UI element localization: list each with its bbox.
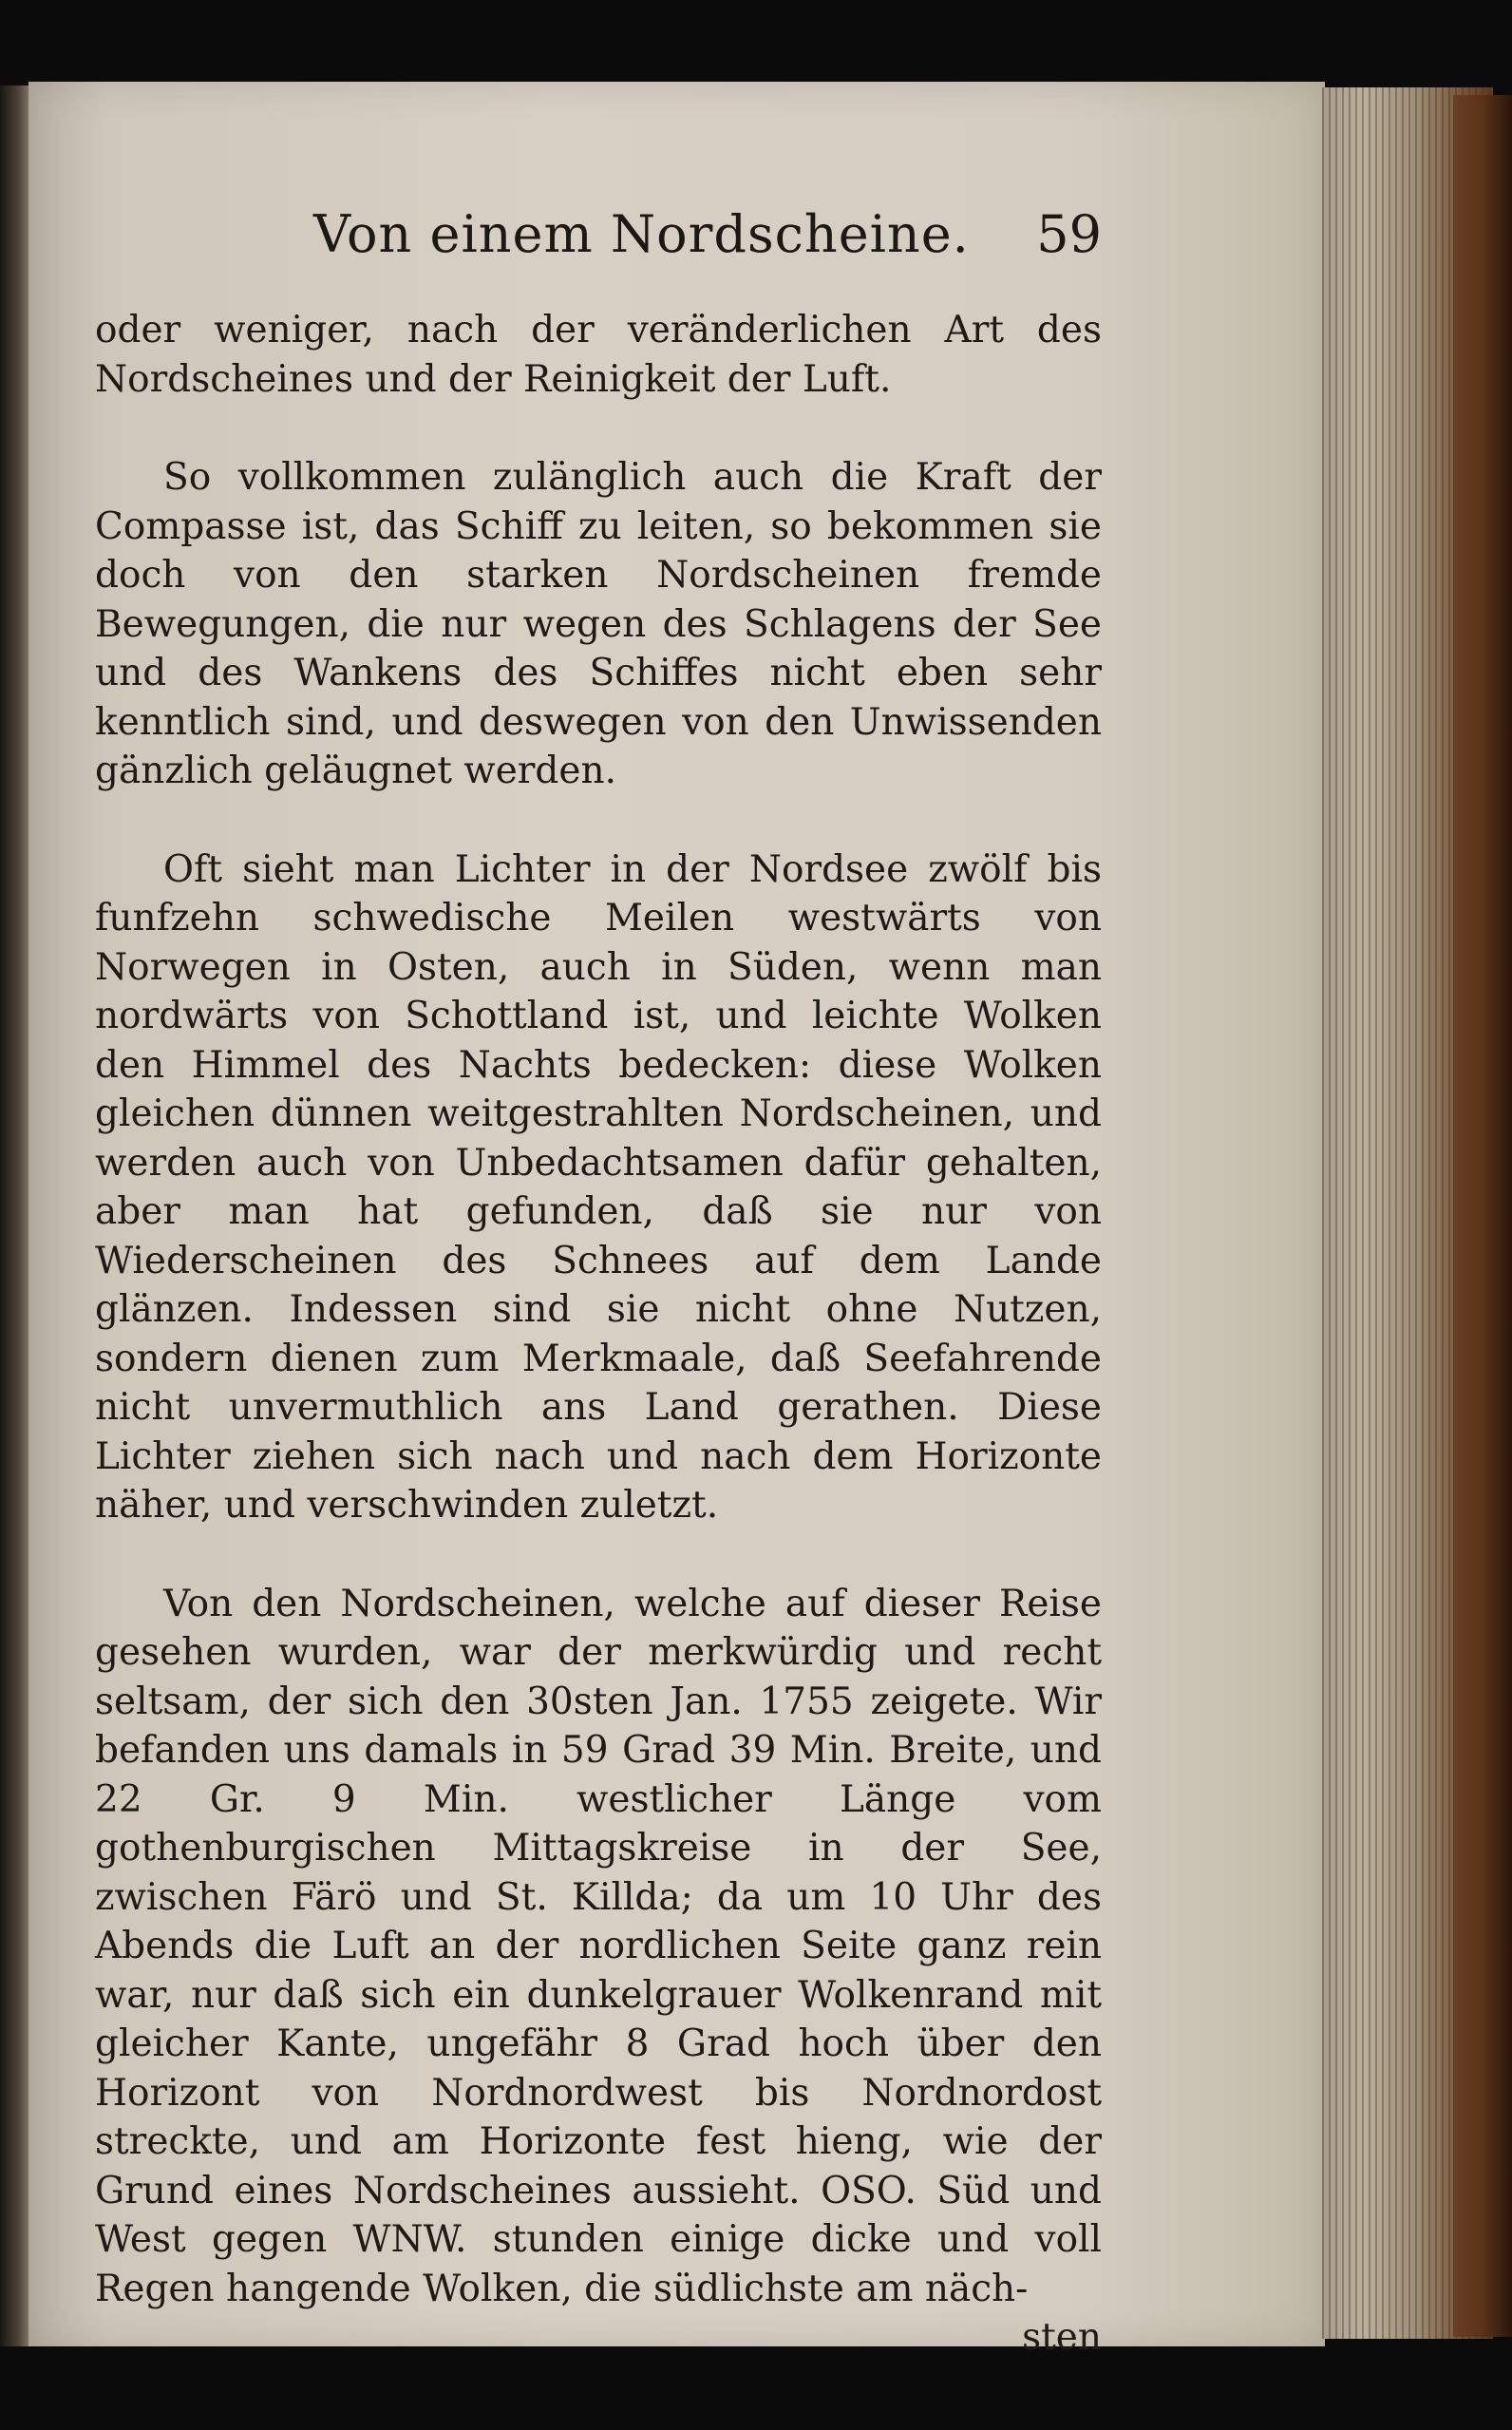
paragraph: Von den Nordscheinen, welche auf dieser Reise gesehen wurden, war der merkwürdig und recht seltsam, der sich den 30sten Jan. 1755 zeigete. Wir befanden uns damals in 59 Grad 39 Min. Breite, und 22 Gr. 9 Min. westlicher Länge vom gothenburgischen Mittagskreise in der See, zwischen Färö und St. Killda; da um 10 Uhr des Abends die Luft an der nordlichen Seite ganz rein war, nur daß sich ein dunkelgrauer Wolkenrand mit gleicher Kante, ungefähr 8 Grad hoch über den Horizont von Nordnordwest bis Nordnordost streckte, und am Horizonte fest hieng, wie der Grund eines Nordscheines aussieht. OSO. Süd und West gegen WNW. stunden einige dicke und voll Regen hangende Wolken, die südlichste am näch- [95,1582,1102,2310]
paragraph: Oft sieht man Lichter in der Nordsee zwölf bis funfzehn schwedische Meilen westwärts von Norwegen in Osten, auch in Süden, wenn man nordwärts von Schottland ist, und leichte Wolken den Himmel des Nachts bedecken: diese Wolken gleichen dünnen weitgestrahlten Nordscheinen, und werden auch von Unbedachtsamen dafür gehalten, aber man hat gefunden, daß sie nur von Wiederscheinen des Schnees auf dem Lande glänzen. Indessen sind sie nicht ohne Nutzen, sondern dienen zum Merkmaale, daß Seefahrende nicht unvermuthlich ans Land gerathen. Diese Lichter ziehen sich nach und nach dem Horizonte näher, und verschwinden zuletzt. [95,847,1102,1527]
paragraph-continued: oder weniger, nach der veränderlichen Art des Nordscheines und der Reinigkeit der Luft. [95,309,1102,401]
left-binding [0,85,32,2346]
running-head: Von einem Nordscheine. [313,204,970,264]
page-header [313,204,1102,280]
catchword: sten [1022,2316,1102,2359]
body-text [95,306,1102,2363]
page-number: 59 [1036,204,1102,264]
paragraph: So vollkommen zulänglich auch die Kraft der Compasse ist, das Schiff zu leiten, so bekommen sie doch von den starken Nordscheinen fremde Bewegungen, die nur wegen des Schlagens der See und des Wankens des Schiffes nicht eben sehr kenntlich sind, und deswegen von den Unwissenden gänzlich geläugnet werden. [95,456,1102,792]
cover-edge [1453,95,1512,2337]
